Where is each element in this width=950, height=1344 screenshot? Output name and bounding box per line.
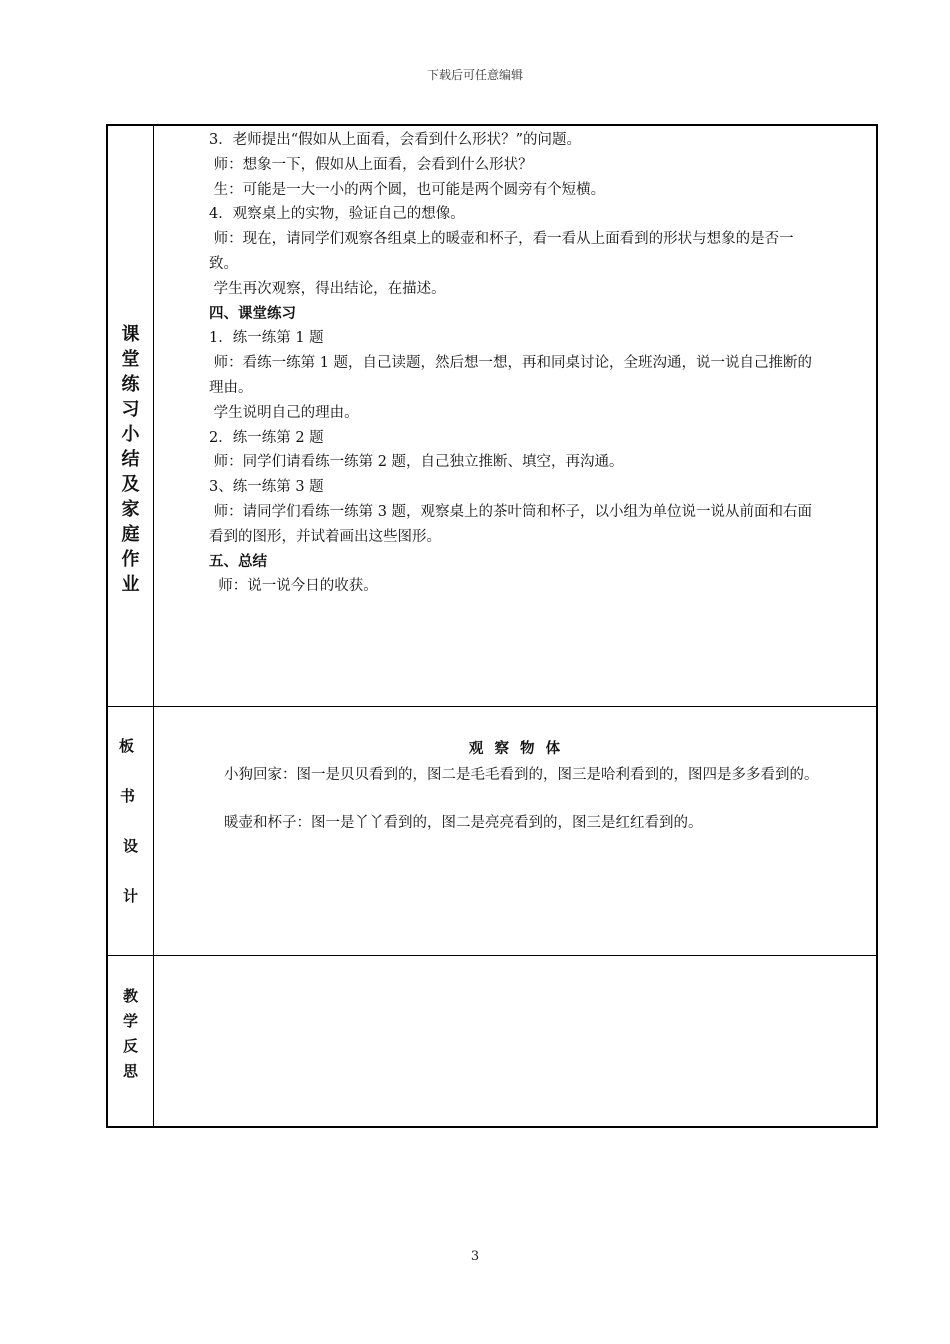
text-line: 学生说明自己的理由。 xyxy=(209,404,359,421)
label-char: 思 xyxy=(122,1062,138,1080)
text-line: 学生再次观察，得出结论，在描述。 xyxy=(209,280,446,297)
board-line-thermos: 暖壶和杯子：图一是丫丫看到的，图二是亮亮看到的，图三是红红看到的。 xyxy=(224,815,703,831)
text-line: 师：说一说今日的收获。 xyxy=(209,578,378,595)
section-heading: 四、课堂练习 xyxy=(209,305,296,322)
row-label-reflection xyxy=(108,984,153,1084)
label-char: 计 xyxy=(122,887,138,905)
text-line: 师：想象一下，假如从上面看，会看到什么形状？ xyxy=(209,156,533,173)
label-char: 板 xyxy=(118,737,134,755)
row-content-cell xyxy=(154,707,876,955)
text-line: 理由。 xyxy=(209,379,253,396)
label-char: 作 xyxy=(121,549,140,570)
practice-content xyxy=(209,128,919,599)
label-char: 小 xyxy=(121,424,140,445)
label-char: 练 xyxy=(121,374,140,395)
label-char: 习 xyxy=(121,399,140,420)
row-label-practice xyxy=(108,322,153,597)
label-char: 及 xyxy=(121,474,140,495)
label-char: 教 xyxy=(122,987,138,1005)
table-row-reflection xyxy=(108,956,876,1126)
table-row-practice xyxy=(108,126,876,707)
text-line: 师：现在，请同学们观察各组桌上的暖壶和杯子，看一看从上面看到的形状与想象的是否一 xyxy=(209,231,794,248)
label-char: 庭 xyxy=(121,524,140,545)
page-number: 3 xyxy=(470,1249,480,1264)
label-char: 堂 xyxy=(121,349,140,370)
label-char: 反 xyxy=(122,1037,138,1055)
text-line: 3、练一练第 3 题 xyxy=(209,479,324,496)
text-line: 4．观察桌上的实物，验证自己的想像。 xyxy=(209,206,465,223)
label-char: 课 xyxy=(121,324,140,345)
section-heading: 五、总结 xyxy=(209,553,267,570)
page-header: 下载后可任意编辑 xyxy=(426,68,523,82)
label-char: 家 xyxy=(121,499,140,520)
table-row-board-design xyxy=(108,707,876,956)
text-line: 3．老师提出“假如从上面看，会看到什么形状？”的问题。 xyxy=(209,132,582,148)
text-line: 生：可能是一大一小的两个圆，也可能是两个圆旁有个短横。 xyxy=(209,181,606,198)
board-line-puppy: 小狗回家：图一是贝贝看到的，图二是毛毛看到的，图三是哈利看到的，图四是多多看到的。 xyxy=(224,767,819,783)
label-char: 结 xyxy=(121,449,140,470)
label-char: 设 xyxy=(122,837,138,855)
text-line: 师：同学们请看练一练第 2 题，自己独立推断、填空，再沟通。 xyxy=(209,454,624,471)
text-line: 2．练一练第 2 题 xyxy=(209,429,324,446)
text-line: 看到的图形，并试着画出这些图形。 xyxy=(209,528,441,545)
row-content-cell xyxy=(154,126,876,706)
text-line: 师：请同学们看练一练第 3 题，观察桌上的茶叶筒和杯子，以小组为单位说一说从前面和右面 xyxy=(209,503,813,520)
text-line: 1．练一练第 1 题 xyxy=(209,330,324,347)
row-label-board-design xyxy=(108,734,153,934)
label-char: 书 xyxy=(119,787,135,805)
label-char: 业 xyxy=(121,574,140,595)
reflection-content-cell xyxy=(154,956,876,1126)
text-line: 致。 xyxy=(209,255,238,272)
text-line: 师：看练一练第 1 题，自己读题，然后想一想，再和同桌讨论，全班沟通，说一说自己推断的 xyxy=(209,355,813,372)
board-title: 观 察 物 体 xyxy=(468,741,564,757)
lesson-plan-table xyxy=(106,124,878,1128)
label-char: 学 xyxy=(122,1012,138,1030)
